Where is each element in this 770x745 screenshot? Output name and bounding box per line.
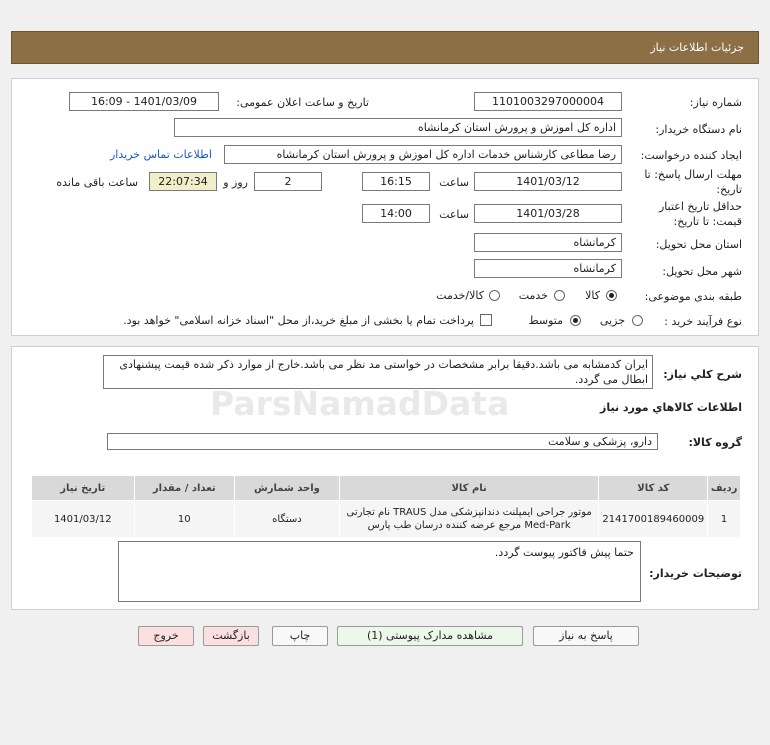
page-header xyxy=(11,31,759,64)
reply-to-need-button[interactable]: پاسخ به نیاز xyxy=(533,626,639,646)
process-minor-radio[interactable] xyxy=(632,315,643,326)
process-medium-label: متوسط xyxy=(528,314,563,327)
table-row xyxy=(32,501,741,538)
reply-time-label: ساعت xyxy=(439,176,469,189)
col-header-quantity: تعداد / مقدار xyxy=(134,476,234,501)
process-minor-label: جزیی xyxy=(599,314,625,327)
exit-button[interactable]: خروج xyxy=(138,626,194,646)
remaining-days-field: 2 xyxy=(254,172,322,191)
category-goods-label: کالا xyxy=(585,289,600,302)
col-header-row-number: ردیف xyxy=(708,476,741,501)
remaining-time-field: 22:07:34 xyxy=(149,172,217,191)
buyer-contact-link[interactable]: اطلاعات تماس خریدار xyxy=(110,148,212,161)
validity-label: حداقل تاریخ اعتبار xyxy=(658,200,742,213)
province-label: استان محل تحویل: xyxy=(655,238,742,251)
page-title: جزئیات اطلاعات نیاز xyxy=(650,41,744,54)
back-button[interactable]: بازگشت xyxy=(203,626,259,646)
category-service-radio[interactable] xyxy=(554,290,565,301)
process-medium-radio[interactable] xyxy=(570,315,581,326)
province-field: کرمانشاه xyxy=(474,233,622,252)
need-date-cell: 1401/03/12 xyxy=(32,501,135,538)
unit-cell: دستگاه xyxy=(234,501,339,538)
goods-code-cell: 2141700189460009 xyxy=(599,501,708,538)
reply-time-field: 16:15 xyxy=(362,172,430,191)
goods-info-title: اطلاعات کالاهاي مورد نياز xyxy=(600,401,742,414)
announce-date-label: تاریخ و ساعت اعلان عمومی: xyxy=(236,96,369,109)
need-number-label: شماره نیاز: xyxy=(689,96,742,109)
goods-name-cell: موتور جراحی ایمپلنت دندانپزشکی مدل TRAUS نام تجارتی Med-Park مرجع عرضه کننده درسان طب پارس xyxy=(339,501,599,538)
category-service-label: خدمت xyxy=(518,289,548,302)
col-header-need-date: تاریخ نیاز xyxy=(32,476,135,501)
table-header-row xyxy=(32,476,741,501)
validity-label-2: قیمت: تا تاریخ: xyxy=(673,215,742,228)
buyer-notes-label: توضیحات خریدار: xyxy=(649,567,742,580)
need-number-field: 1101003297000004 xyxy=(474,92,622,111)
summary-label: شرح کلي نياز: xyxy=(663,368,742,381)
col-header-goods-code: کد کالا xyxy=(599,476,708,501)
category-goods-radio[interactable] xyxy=(606,290,617,301)
treasury-payment-checkbox[interactable] xyxy=(480,314,492,326)
city-field: کرمانشاه xyxy=(474,259,622,278)
row-number-cell: 1 xyxy=(708,501,741,538)
treasury-payment-note: پرداخت تمام یا بخشی از مبلغ خرید،از محل "اسناد خزانه اسلامی" خواهد بود. xyxy=(123,314,474,327)
days-label: روز و xyxy=(223,176,248,189)
watermark-brand: ParsNamadData xyxy=(210,384,510,423)
reply-deadline-label: مهلت ارسال پاسخ: تا xyxy=(644,168,742,181)
print-button[interactable]: چاپ xyxy=(272,626,328,646)
buyer-org-field: اداره کل اموزش و پرورش استان کرمانشاه xyxy=(174,118,622,137)
validity-time-label: ساعت xyxy=(439,208,469,221)
category-goods-service-radio[interactable] xyxy=(489,290,500,301)
city-label: شهر محل تحویل: xyxy=(662,265,742,278)
category-goods-service-label: کالا/خدمت xyxy=(436,289,484,302)
creator-field: رضا مطاعی کارشناس خدمات اداره کل اموزش و پرورش استان کرمانشاه xyxy=(224,145,622,164)
view-attachments-button[interactable]: مشاهده مدارک پیوستی (1) xyxy=(337,626,523,646)
validity-time-field: 14:00 xyxy=(362,204,430,223)
process-label: نوع فرآیند خرید : xyxy=(664,315,742,328)
creator-label: ایجاد کننده درخواست: xyxy=(640,149,742,162)
reply-deadline-label-2: تاریخ: xyxy=(716,183,742,196)
goods-table xyxy=(31,475,741,538)
summary-field: ایران کدمشابه می باشد.دقیقا برابر مشخصات در خواستی مد نظر می باشد.خارج از موارد ذکر شده قیمت پیشنهادی ابطال می گردد. xyxy=(103,355,653,389)
remaining-time-label: ساعت باقی مانده xyxy=(56,176,138,189)
quantity-cell: 10 xyxy=(134,501,234,538)
buyer-notes-field: حتما پیش فاکتور پیوست گردد. xyxy=(118,541,641,602)
buyer-org-label: نام دستگاه خریدار: xyxy=(655,123,742,136)
validity-date-field: 1401/03/28 xyxy=(474,204,622,223)
col-header-goods-name: نام کالا xyxy=(339,476,599,501)
goods-group-field: دارو، پزشکی و سلامت xyxy=(107,433,658,450)
category-label: طبقه بندی موضوعی: xyxy=(644,290,742,303)
announce-date-field: 1401/03/09 - 16:09 xyxy=(69,92,219,111)
goods-group-label: گروه کالا: xyxy=(688,436,742,449)
reply-date-field: 1401/03/12 xyxy=(474,172,622,191)
col-header-unit: واحد شمارش xyxy=(234,476,339,501)
